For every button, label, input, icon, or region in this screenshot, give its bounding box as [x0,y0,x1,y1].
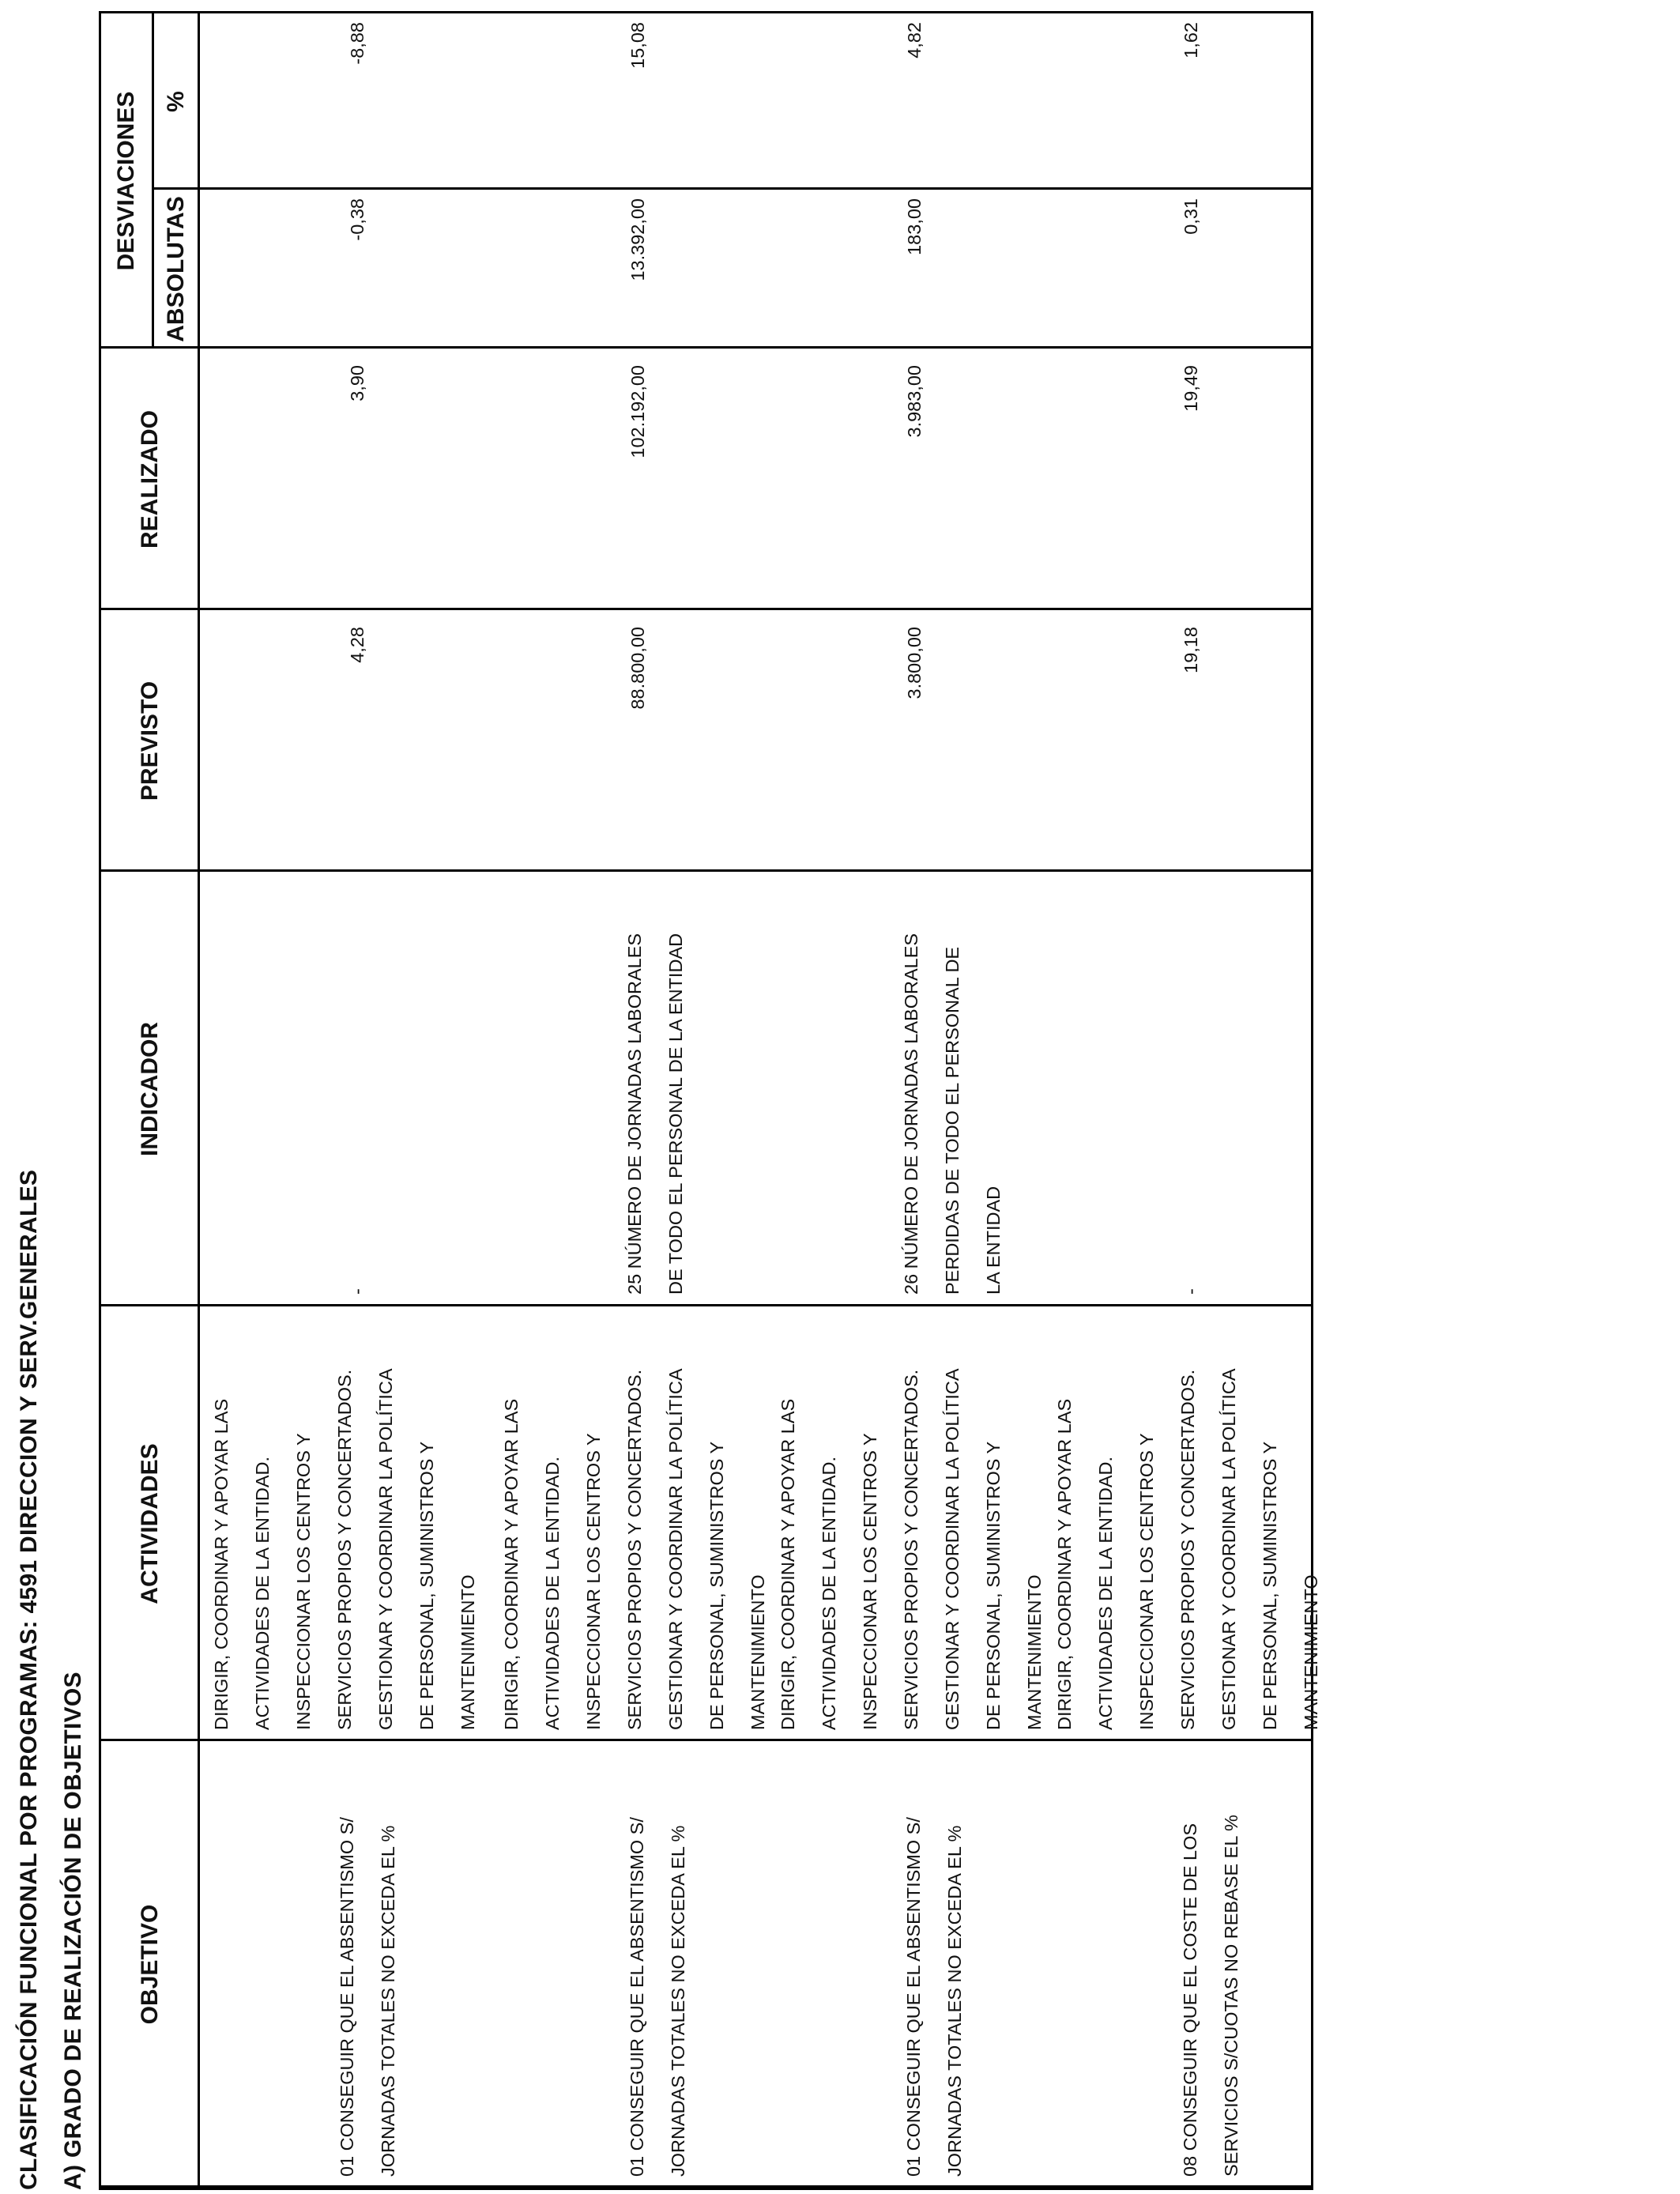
grid-line [101,1739,1311,1741]
objetivo-cell: 01 CONSEGUIR QUE EL ABSENTISMO S/ JORNADAS TOTALES NO EXCEDA EL % [903,1817,965,2177]
indicador-cell: 26 NÚMERO DE JORNADAS LABORALES PERDIDAS DE TODO EL PERSONAL DE LA ENTIDAD [901,933,1004,1295]
actividades-cell: DIRIGIR, COORDINAR Y APOYAR LAS ACTIVIDADES DE LA ENTIDAD. INSPECCIONAR LOS CENTROS Y SERVICIOS PROPIOS Y CONCERTADOS. GESTIONAR Y COORDINAR LA POLÍTICA DE PERSONAL, SUMINISTROS Y MANTENIMIENTO [1054,1368,1321,1730]
header-bottom-line [198,13,200,2188]
absolutas-value: 13.392,00 [627,198,648,281]
header-objetivo: OBJETIVO [137,1904,163,2025]
actividades-cell: DIRIGIR, COORDINAR Y APOYAR LAS ACTIVIDADES DE LA ENTIDAD. INSPECCIONAR LOS CENTROS Y SERVICIOS PROPIOS Y CONCERTADOS. GESTIONAR Y COORDINAR LA POLÍTICA DE PERSONAL, SUMINISTROS Y MANTENIMIENTO [211,1368,478,1730]
header-actividades: ACTIVIDADES [137,1443,163,1604]
grid-line [101,346,1311,349]
actividades-cell: DIRIGIR, COORDINAR Y APOYAR LAS ACTIVIDADES DE LA ENTIDAD. INSPECCIONAR LOS CENTROS Y SERVICIOS PROPIOS Y CONCERTADOS. GESTIONAR Y COORDINAR LA POLÍTICA DE PERSONAL, SUMINISTROS Y MANTENIMIENTO [501,1368,768,1730]
grid-line [101,869,1311,872]
header-indicador: INDICADOR [137,1022,163,1156]
absolutas-value: 183,00 [904,198,925,255]
previsto-value: 88.800,00 [627,627,648,710]
grid-line [101,2185,1311,2188]
actividades-cell: DIRIGIR, COORDINAR Y APOYAR LAS ACTIVIDADES DE LA ENTIDAD. INSPECCIONAR LOS CENTROS Y SERVICIOS PROPIOS Y CONCERTADOS. GESTIONAR Y COORDINAR LA POLÍTICA DE PERSONAL, SUMINISTROS Y MANTENIMIENTO [778,1368,1045,1730]
page-title: CLASIFICACIÓN FUNCIONAL POR PROGRAMAS: 4591 DIRECCION Y SERV.GENERALES [16,1169,42,2190]
absolutas-value: -0,38 [347,198,367,241]
indicador-cell: - [1181,1288,1201,1295]
grid-line [101,1304,1311,1306]
indicador-cell: 25 NÚMERO DE JORNADAS LABORALES DE TODO EL PERSONAL DE LA ENTIDAD [624,933,686,1295]
indicador-cell: - [347,1288,367,1295]
porcentaje-value: 15,08 [627,22,648,69]
objetivo-cell: 01 CONSEGUIR QUE EL ABSENTISMO S/ JORNADAS TOTALES NO EXCEDA EL % [337,1817,398,2177]
previsto-value: 4,28 [347,627,367,663]
realizado-value: 3,90 [347,365,367,401]
objectives-table [99,11,1321,2190]
objetivo-cell: 08 CONSEGUIR QUE EL COSTE DE LOS SERVICIOS S/CUOTAS NO REBASE EL % [1180,1815,1241,2177]
realizado-value: 19,49 [1181,365,1201,412]
header-desviaciones: DESVIACIONES [113,91,139,271]
header-absolutas: ABSOLUTAS [163,196,189,342]
porcentaje-value: 4,82 [904,22,925,58]
grid-line [152,13,154,349]
realizado-value: 102.192,00 [627,365,648,458]
previsto-value: 19,18 [1181,627,1201,673]
section-title: A) GRADO DE REALIZACIÓN DE OBJETIVOS [60,1672,86,2190]
grid-line [152,187,1313,190]
previsto-value: 3.800,00 [904,627,925,699]
realizado-value: 3.983,00 [904,365,925,438]
absolutas-value: 0,31 [1181,198,1201,235]
porcentaje-value: 1,62 [1181,22,1201,58]
header-realizado: REALIZADO [137,410,163,548]
header-porcentaje: % [163,91,189,112]
porcentaje-value: -8,88 [347,22,367,65]
header-previsto: PREVISTO [137,680,163,801]
grid-line [101,608,1311,610]
objetivo-cell: 01 CONSEGUIR QUE EL ABSENTISMO S/ JORNADAS TOTALES NO EXCEDA EL % [627,1817,688,2177]
